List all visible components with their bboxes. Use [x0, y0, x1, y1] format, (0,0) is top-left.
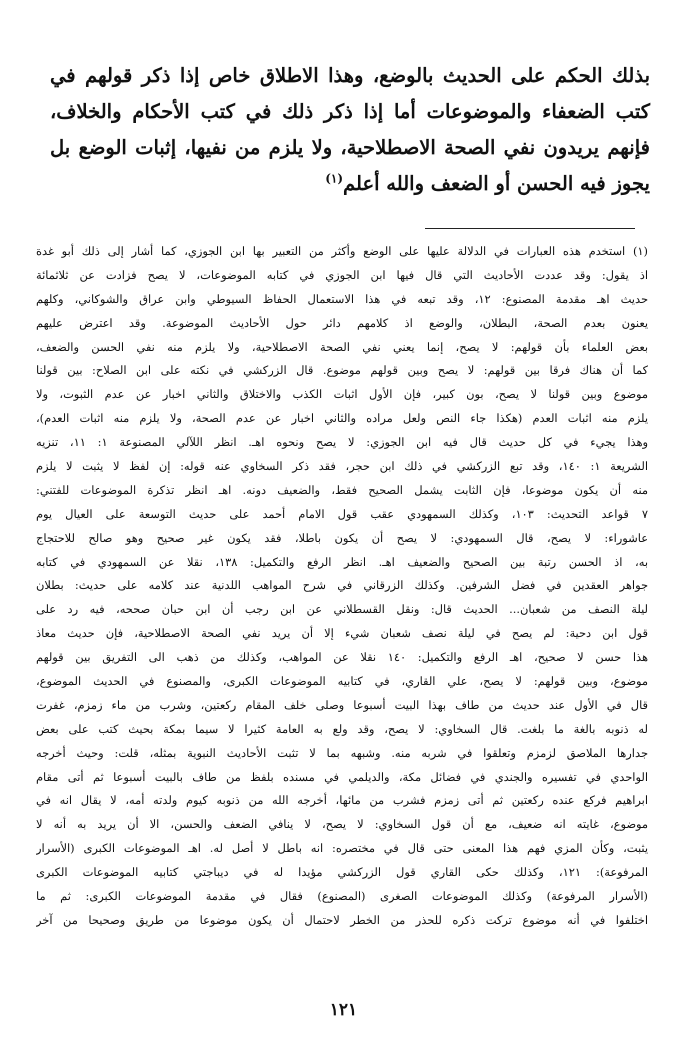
main-paragraph [50, 58, 650, 202]
main-text-block [50, 58, 650, 202]
footnote-separator-line [425, 228, 635, 229]
footnote-line: به، اذ الحسن رتبة بين الصحيح والضعيف اهـ. انظر الرفع والتكميل: ١٣٨، نقلا عن السمهودي في كتابه [36, 554, 648, 569]
footnotes-block [36, 240, 648, 933]
footnote-line: بعض العلماء بأن قولهم: لا يصح، إنما يعني نفي الصحة الاصطلاحية، ولا يلزم منه نفي الحسن والضعف، [36, 339, 648, 354]
footnote-line: ليلة النصف من شعبان... الحديث قال: ونقل القسطلاني عن ابن رجب أن ابن حبان صححه، فيه رد على [36, 602, 648, 617]
footnote-line: الواحدي في تفسيره والجندي في فضائل مكة، والديلمي في مسنده بلفظ من طاف بالبيت أسبوعا ثم أتى مقام [36, 769, 648, 784]
footnote-line: يلزم منه اثبات العدم (هكذا جاء النص ولعل مراده والثاني اخبار عن عدم الصحة، ولا يلزم منه اثبات العدم)، [36, 411, 648, 426]
main-paragraph-text: بذلك الحكم على الحديث بالوضع، وهذا الاطلاق خاص إذا ذكر قولهم في كتب الضعفاء والموضوعات أما إذا ذكر ذلك في كتب الأحكام والخلاف، فإنهم يريدون نفي الصحة الاصطلاحية، ولا يلزم من نفيها، إثبات الوضع بل يجوز فيه الحسن أو الضعف والله أعلم [50, 64, 650, 195]
page-number: ١٢١ [329, 1000, 358, 1020]
footnote-line: منه أن يكون موضوعا، فإن الثابت يشمل الصحيح فقط، والضعيف دونه. اهـ انظر تذكرة الموضوعات للفتني: [36, 482, 648, 497]
footnote-line: ٧ قواعد التحديث: ١٠٣، وكذلك السمهودي عقب قول الامام أحمد على حديث التوسعة على العيال يوم [36, 506, 648, 521]
footnote-line: عاشوراء: لا يصح، قال السمهودي: لا يصح أن يكون باطلا، فقد يكون غير صحيح وهو صالح للاحتجاج [36, 530, 648, 545]
footnote-line: ابراهيم فركع عنده ركعتين ثم أتى زمزم فشرب من مائها، أخرجه الله من ذنوبه كيوم ولدته أمه، لا يقال انه في [36, 793, 648, 808]
footnote-line: موضوع وبين قولنا لا يصح، بون كبير، فإن الأول اثبات الكذب والاختلاق والثاني اخبار عن عدم الثبوت، ولا [36, 387, 648, 402]
footnote-line: وهذا يجيء في كل حديث قال فيه ابن الجوزي: لا يصح ونحوه اهـ. انظر اللآلي المصنوعة ١: ١١، تنزيه [36, 435, 648, 450]
footnote-line: قول ابن دحية: لم يصح في ليلة نصف شعبان شيء إلا أن يريد نفي الصحة الاصطلاحية، فإن حديث معاذ [36, 626, 648, 641]
footnote-line: الشريعة ١: ١٤٠، وقد تبع الزركشي في ذلك ابن حجر، فقد ذكر السخاوي عنه قوله: إن لفظ لا يثبت لا يلزم [36, 459, 648, 474]
footnote-line: (الأسرار المرفوعة) وكذلك الموضوعات الصغرى (المصنوع) فقال في مقدمة الموضوعات الكبرى: ثم ما [36, 889, 648, 904]
footnote-line: المرفوعة): ١٢١، وكذلك حكى القاري قول الزركشي مؤيدا له في ديباجتي كتابيه الموضوعات الكبرى [36, 865, 648, 880]
footnote-line: جواهر العقدين في فضل الشرفين. وكذلك الزرقاني في شرح المواهب اللدنية عند كلامه على حديث: بطلان [36, 578, 648, 593]
footnote-line: جدارها الملاصق لزمزم وتعلقوا في شربه منه. وشبهه بما لا تثبت الأحاديث النبوية بمثله، قلت: وحيث أخرجه [36, 745, 648, 760]
footnote-line: قال في الأول عند حديث من طاف بهذا البيت أسبوعا وصلى خلف المقام ركعتين، وشرب من ماء زمزم، غفرت [36, 697, 648, 712]
footnote-line: هذا حسن لا صحيح، اهـ الرفع والتكميل: ١٤٠ نقلا عن المواهب، وكذلك من ذهب الى التفريق بين قولهم [36, 650, 648, 665]
footnote-line: كما أن هناك فرقا بين قولهم: لا يصح وبين قولهم موضوع. قال الزركشي في نكته على ابن الصلاح: بين قولنا [36, 363, 648, 378]
footnote-line: يعنون بعدم الصحة، البطلان، والوضع اذ كلامهم دائر حول الأحاديث الموضوعة. وقد اعترض عليهم [36, 315, 648, 330]
footnote-line: له ذنوبه بالغة ما بلغت. قال السخاوي: لا يصح، وقد ولع به العامة كثيرا لا سيما بمكة بحيث كتب على بعض [36, 721, 648, 736]
footnote-line: (١) استخدم هذه العبارات في الدلالة عليها على الوضع وأكثر من التعبير بها ابن الجوزي، كما أشار إلى ذلك أبو غدة [36, 244, 648, 258]
footnote-reference-marker: (١) [325, 171, 344, 186]
footnote-line: اذ يقول: وقد عددت الأحاديث التي قال فيها ابن الجوزي في كتابه الموضوعات، لا يصح فزادت عن ثلاثمائة [36, 267, 648, 282]
footnote-line: موضوع، وبين قولهم: لا يصح، علي القاري، في كتابيه الموضوعات الكبرى، والمصنوع في الحديث الموضوع، [36, 674, 648, 689]
footnote-line: اختلفوا في أنه موضوع تركت ذكره للحذر من الخطر لاحتمال أن يكون موضوعا من طريق وصحيحا من آخر [36, 912, 648, 927]
footnote-line: موضوع، غايته انه ضعيف، مع أن قول السخاوي: لا يصح، لا ينافي الضعف والحسن، الا أن يريد به أنه لا [36, 817, 648, 832]
footnote-line: يثبت، وكأن المزي فهم هذا المعنى حتى قال في مختصره: انه باطل لا أصل له. اهـ الموضوعات الكبرى (الأسرار [36, 841, 648, 856]
footnote-line: حديث اهـ مقدمة المصنوع: ١٢، وقد تبعه في هذا الاستعمال الحفاظ السيوطي وابن عراق والشوكاني، وكلهم [36, 291, 648, 306]
